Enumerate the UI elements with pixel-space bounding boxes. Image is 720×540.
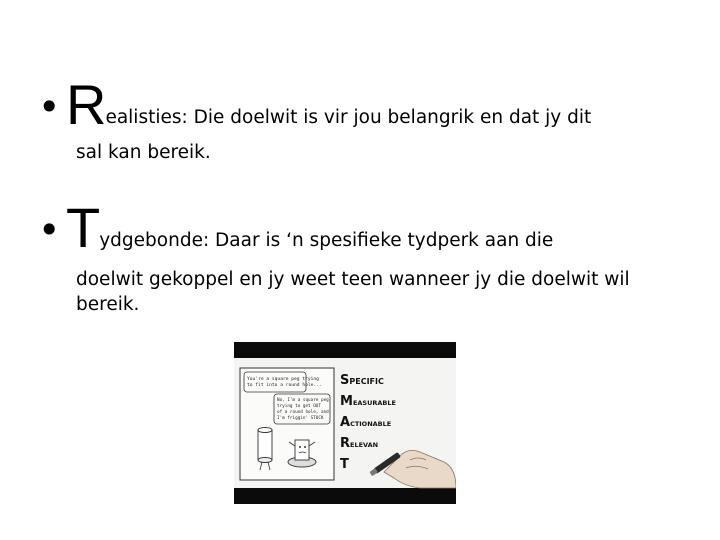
bullet-continuation: doelwit gekoppel en jy weet teen wanneer jy die doelwit wil bereik. <box>76 269 630 315</box>
smart-goals-video-frame <box>234 342 456 504</box>
bullet-realisties <box>38 73 678 165</box>
speech-text: of a round hole, and <box>277 410 329 415</box>
whiteboard-illustration <box>234 342 456 504</box>
smart-line: ACTIONABLE <box>340 415 392 430</box>
bullet-initial: T <box>66 196 100 259</box>
bullet-tydgebonde <box>38 196 678 317</box>
bullet-line <box>38 73 678 136</box>
smart-line: RELEVAN <box>340 436 379 451</box>
bullet-initial: R <box>66 73 106 136</box>
smart-line: T <box>340 457 349 472</box>
bullet-marker: • <box>38 208 61 252</box>
bullet-first-line: ydgebonde: Daar is ‘n spesifieke tydperk aan die <box>99 230 554 251</box>
bullet-first-line: ealisties: Die doelwit is vir jou belangrik en dat jy dit <box>105 107 592 128</box>
speech-text: trying to get OUT <box>277 404 321 409</box>
speech-text: You're a square peg trying <box>247 377 319 382</box>
smart-line: SPECIFIC <box>340 373 384 388</box>
bullet-marker: • <box>38 85 61 129</box>
speech-text: I'm friggin' STUCK <box>277 416 324 421</box>
bullet-line <box>38 196 678 259</box>
bullet-continuation: sal kan bereik. <box>76 142 211 163</box>
speech-text: No, I'm a square peg <box>277 398 329 403</box>
speech-text: to fit into a round hole... <box>247 383 322 388</box>
smart-line: MEASURABLE <box>340 394 396 409</box>
